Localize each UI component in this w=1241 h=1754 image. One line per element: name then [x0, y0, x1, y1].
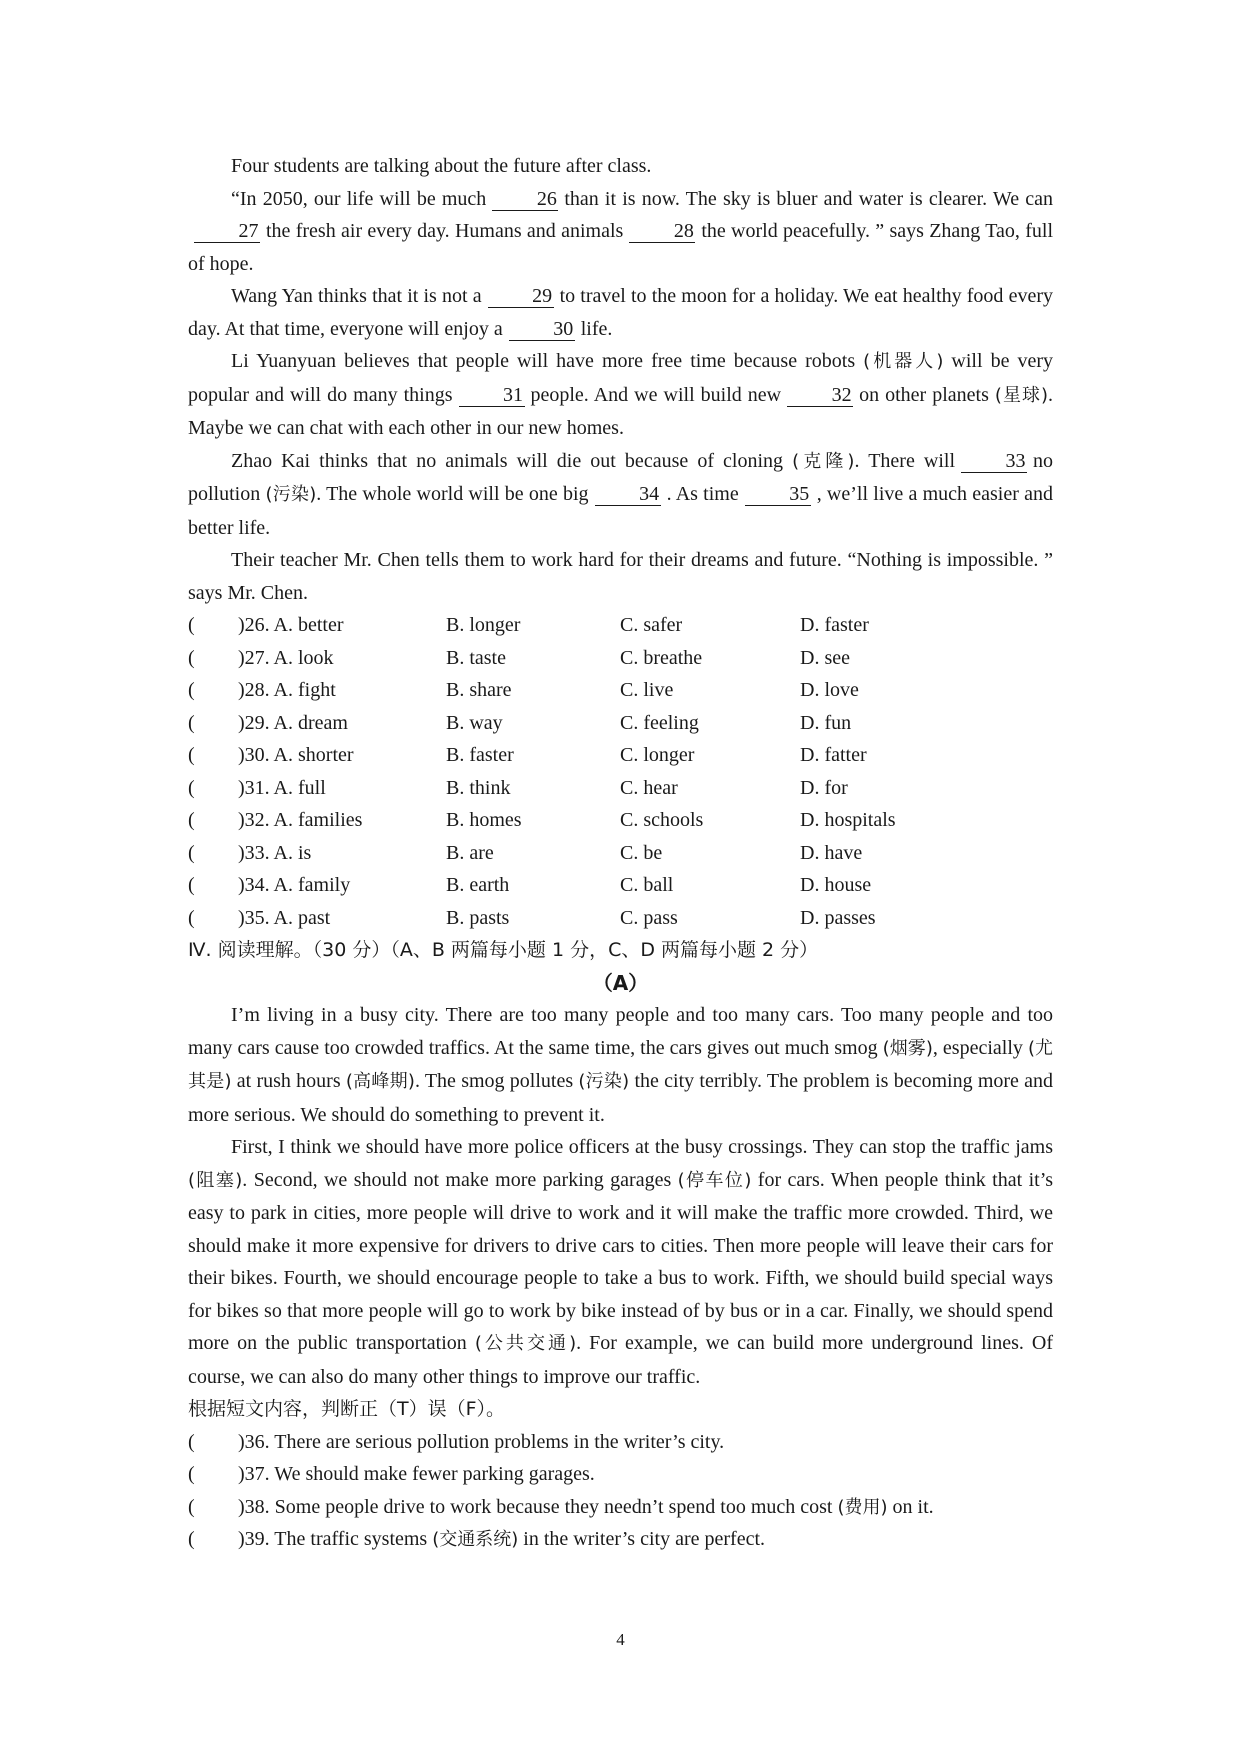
question-list-26-35 [188, 609, 1053, 934]
blank-26[interactable]: 26 [492, 188, 558, 211]
question-row [188, 902, 1053, 935]
option-a: )27. A. look [238, 646, 334, 669]
blank-32[interactable]: 32 [787, 384, 853, 407]
option-d: D. passes [800, 906, 876, 929]
answer-paren[interactable]: ( [188, 776, 195, 799]
text: . The whole world will be one big [316, 483, 589, 505]
option-c: C. breathe [620, 646, 703, 669]
chinese-gloss: (污染) [265, 484, 317, 505]
cloze-paragraph-4 [188, 445, 1053, 545]
text: Zhao Kai thinks that no animals will die out because of cloning [231, 449, 784, 472]
text: on it. [892, 1495, 934, 1518]
answer-paren[interactable]: ( [188, 841, 195, 864]
text: “In 2050, our life will be much [231, 187, 487, 210]
text: no pollution [188, 449, 1054, 505]
option-d: D. faster [800, 614, 869, 636]
exam-page [188, 150, 1053, 1556]
page-number: 4 [616, 1630, 625, 1649]
text: than it is now. The sky is bluer and water is clearer. We can [564, 187, 1053, 210]
option-d: D. love [800, 679, 859, 701]
text: on other planets [859, 383, 989, 406]
option-d: D. house [800, 874, 872, 896]
option-b: B. earth [446, 874, 510, 896]
answer-paren[interactable]: ( [188, 744, 195, 766]
answer-paren[interactable]: ( [188, 679, 195, 701]
text: First, I think we should have more police officers at the busy crossings. They can stop the traffic jams [231, 1136, 1053, 1158]
text: . For example, we can build more underground lines. Of course, we can also do many other things to improve our traffic. [188, 1332, 1054, 1388]
chinese-gloss: (阻塞) [188, 1169, 243, 1191]
option-a: )33. A. is [238, 841, 312, 864]
option-b: B. taste [446, 646, 506, 669]
answer-paren[interactable]: ( [188, 809, 195, 831]
option-b: B. way [446, 711, 503, 734]
chinese-gloss: (尤其是) [188, 1037, 1054, 1092]
blank-33[interactable]: 33 [961, 450, 1027, 473]
option-a: )35. A. past [238, 906, 331, 929]
text: . The smog pollutes [414, 1070, 574, 1092]
question-row [188, 707, 1053, 740]
chinese-gloss: (烟雾) [882, 1037, 933, 1059]
text: for cars. When people think that it’s easy to park in cities, more people will drive to work and it will make the traffic more crowded. Third, we should make it more expensive for drivers to drive cars to cities. Then more people will leave their cars for their bikes. Fourth, we should encourage people to take a bus to work. Fifth, we should build special ways for bikes so that more people will go to work by bike instead of by bus or in a car. Finally, we should spend more on the public transportation [188, 1168, 1054, 1354]
chinese-gloss: (费用) [837, 1496, 888, 1518]
option-d: D. for [800, 776, 848, 799]
option-d: D. have [800, 841, 863, 864]
blank-34[interactable]: 34 [595, 483, 661, 506]
question-row [188, 642, 1053, 675]
question-row [188, 739, 1053, 772]
option-d: D. see [800, 646, 850, 669]
text: . Maybe we can chat with each other in our new homes. [188, 383, 1053, 439]
tf-question-row [188, 1458, 1053, 1491]
chinese-gloss: (交通系统) [432, 1529, 519, 1550]
blank-29[interactable]: 29 [488, 285, 554, 308]
option-d: D. fun [800, 711, 852, 734]
text: to travel to the moon for a holiday. We eat healthy food every day. At that time, everyone will enjoy a [188, 285, 1054, 340]
chinese-gloss: (高峰期) [345, 1071, 415, 1092]
section-title: Ⅳ. 阅读理解。（30 分）（A、B 两篇每小题 1 分，C、D 两篇每小题 2 分） [188, 939, 819, 961]
tf-question-row [188, 1491, 1053, 1524]
option-b: B. share [446, 679, 512, 701]
option-b: B. pasts [446, 906, 510, 929]
option-a: )32. A. families [238, 809, 363, 831]
option-c: C. schools [620, 809, 704, 831]
option-c: C. be [620, 841, 663, 864]
option-c: C. hear [620, 776, 678, 799]
text: . There will [854, 449, 956, 472]
option-b: B. are [446, 841, 494, 864]
answer-paren[interactable]: ( [188, 1528, 195, 1550]
option-a: )26. A. better [238, 614, 344, 636]
answer-paren[interactable]: ( [188, 711, 195, 734]
option-c: C. live [620, 679, 674, 701]
chinese-gloss: (公共交通) [474, 1333, 577, 1354]
blank-30[interactable]: 30 [509, 318, 575, 341]
blank-28[interactable]: 28 [629, 220, 695, 243]
option-b: B. think [446, 776, 511, 799]
option-c: C. ball [620, 874, 674, 896]
reading-paragraph-2 [188, 1131, 1053, 1393]
text: the fresh air every day. Humans and animals [266, 220, 624, 242]
answer-paren[interactable]: ( [188, 1495, 195, 1518]
answer-paren[interactable]: ( [188, 1430, 195, 1453]
question-row [188, 674, 1053, 707]
chinese-gloss: (星球) [994, 384, 1048, 406]
text: . As time [666, 483, 739, 505]
text: the city terribly. The problem is becoming more and more serious. We should do something to prevent it. [188, 1070, 1054, 1126]
text: will be very popular and will do many things [188, 350, 1054, 406]
text: I’m living in a busy city. There are too many people and too many cars. Too many people and too many cars cause too crowded traffics. At the same time, the cars gives out much smog [188, 1004, 1053, 1059]
question-row [188, 837, 1053, 870]
tf-question-text: )37. We should make fewer parking garages. [238, 1463, 595, 1485]
blank-27[interactable]: 27 [194, 220, 260, 243]
question-row [188, 869, 1053, 902]
text: in the writer’s city are perfect. [523, 1528, 766, 1550]
text: )39. The traffic systems [238, 1528, 428, 1550]
option-b: B. faster [446, 744, 514, 766]
cloze-paragraph-2 [188, 280, 1053, 345]
question-row [188, 772, 1053, 805]
text: )38. Some people drive to work because they needn’t spend too much cost [238, 1495, 833, 1518]
text: people. And we will build new [530, 383, 782, 406]
option-c: C. longer [620, 744, 695, 766]
text: the world peacefully. ” says Zhang Tao, full of hope. [188, 220, 1053, 275]
tf-question-text [238, 1523, 765, 1556]
option-a: )28. A. fight [238, 679, 336, 701]
text: Wang Yan thinks that it is not a [231, 285, 482, 307]
option-c: C. feeling [620, 711, 699, 734]
reading-paragraph-1 [188, 999, 1053, 1131]
answer-paren[interactable]: ( [188, 1463, 195, 1485]
tf-instruction: 根据短文内容，判断正（T）误（F）。 [188, 1398, 506, 1420]
option-d: D. fatter [800, 744, 867, 766]
answer-paren[interactable]: ( [188, 874, 195, 896]
question-row [188, 609, 1053, 642]
option-d: D. hospitals [800, 809, 896, 831]
text: , especially [932, 1036, 1023, 1059]
text: . Second, we should not make more parking garages [242, 1168, 672, 1191]
answer-paren[interactable]: ( [188, 646, 195, 669]
option-a: )31. A. full [238, 776, 326, 799]
tf-question-list [188, 1426, 1053, 1556]
option-c: C. safer [620, 614, 683, 636]
tf-question-text [238, 1491, 934, 1524]
text: Li Yuanyuan believes that people will have more free time because robots [231, 350, 856, 372]
cloze-paragraph-5: Their teacher Mr. Chen tells them to work hard for their dreams and future. “Nothing is impossible. ” says Mr. Chen. [188, 549, 1053, 604]
option-a: )30. A. shorter [238, 744, 354, 766]
tf-question-text: )36. There are serious pollution problems in the writer’s city. [238, 1430, 725, 1453]
option-b: B. homes [446, 809, 522, 831]
blank-31[interactable]: 31 [459, 384, 525, 407]
chinese-gloss: (克隆) [792, 450, 855, 472]
chinese-gloss: (机器人) [863, 351, 944, 372]
text: , we’ll live a much easier and better life. [188, 483, 1054, 539]
option-c: C. pass [620, 906, 678, 929]
option-a: )34. A. family [238, 874, 351, 896]
chinese-gloss: (污染) [578, 1071, 630, 1092]
passage-label: （A） [592, 970, 649, 995]
option-b: B. longer [446, 614, 521, 636]
tf-question-row [188, 1523, 1053, 1556]
cloze-intro: Four students are talking about the future after class. [231, 155, 652, 177]
text: at rush hours [236, 1070, 341, 1092]
answer-paren[interactable]: ( [188, 906, 195, 929]
cloze-paragraph-1 [188, 183, 1053, 281]
chinese-gloss: (停车位) [677, 1169, 752, 1191]
answer-paren[interactable]: ( [188, 614, 195, 636]
blank-35[interactable]: 35 [745, 483, 811, 506]
text: life. [580, 317, 613, 340]
tf-question-row [188, 1426, 1053, 1459]
cloze-paragraph-3 [188, 345, 1053, 445]
question-row [188, 804, 1053, 837]
option-a: )29. A. dream [238, 711, 348, 734]
